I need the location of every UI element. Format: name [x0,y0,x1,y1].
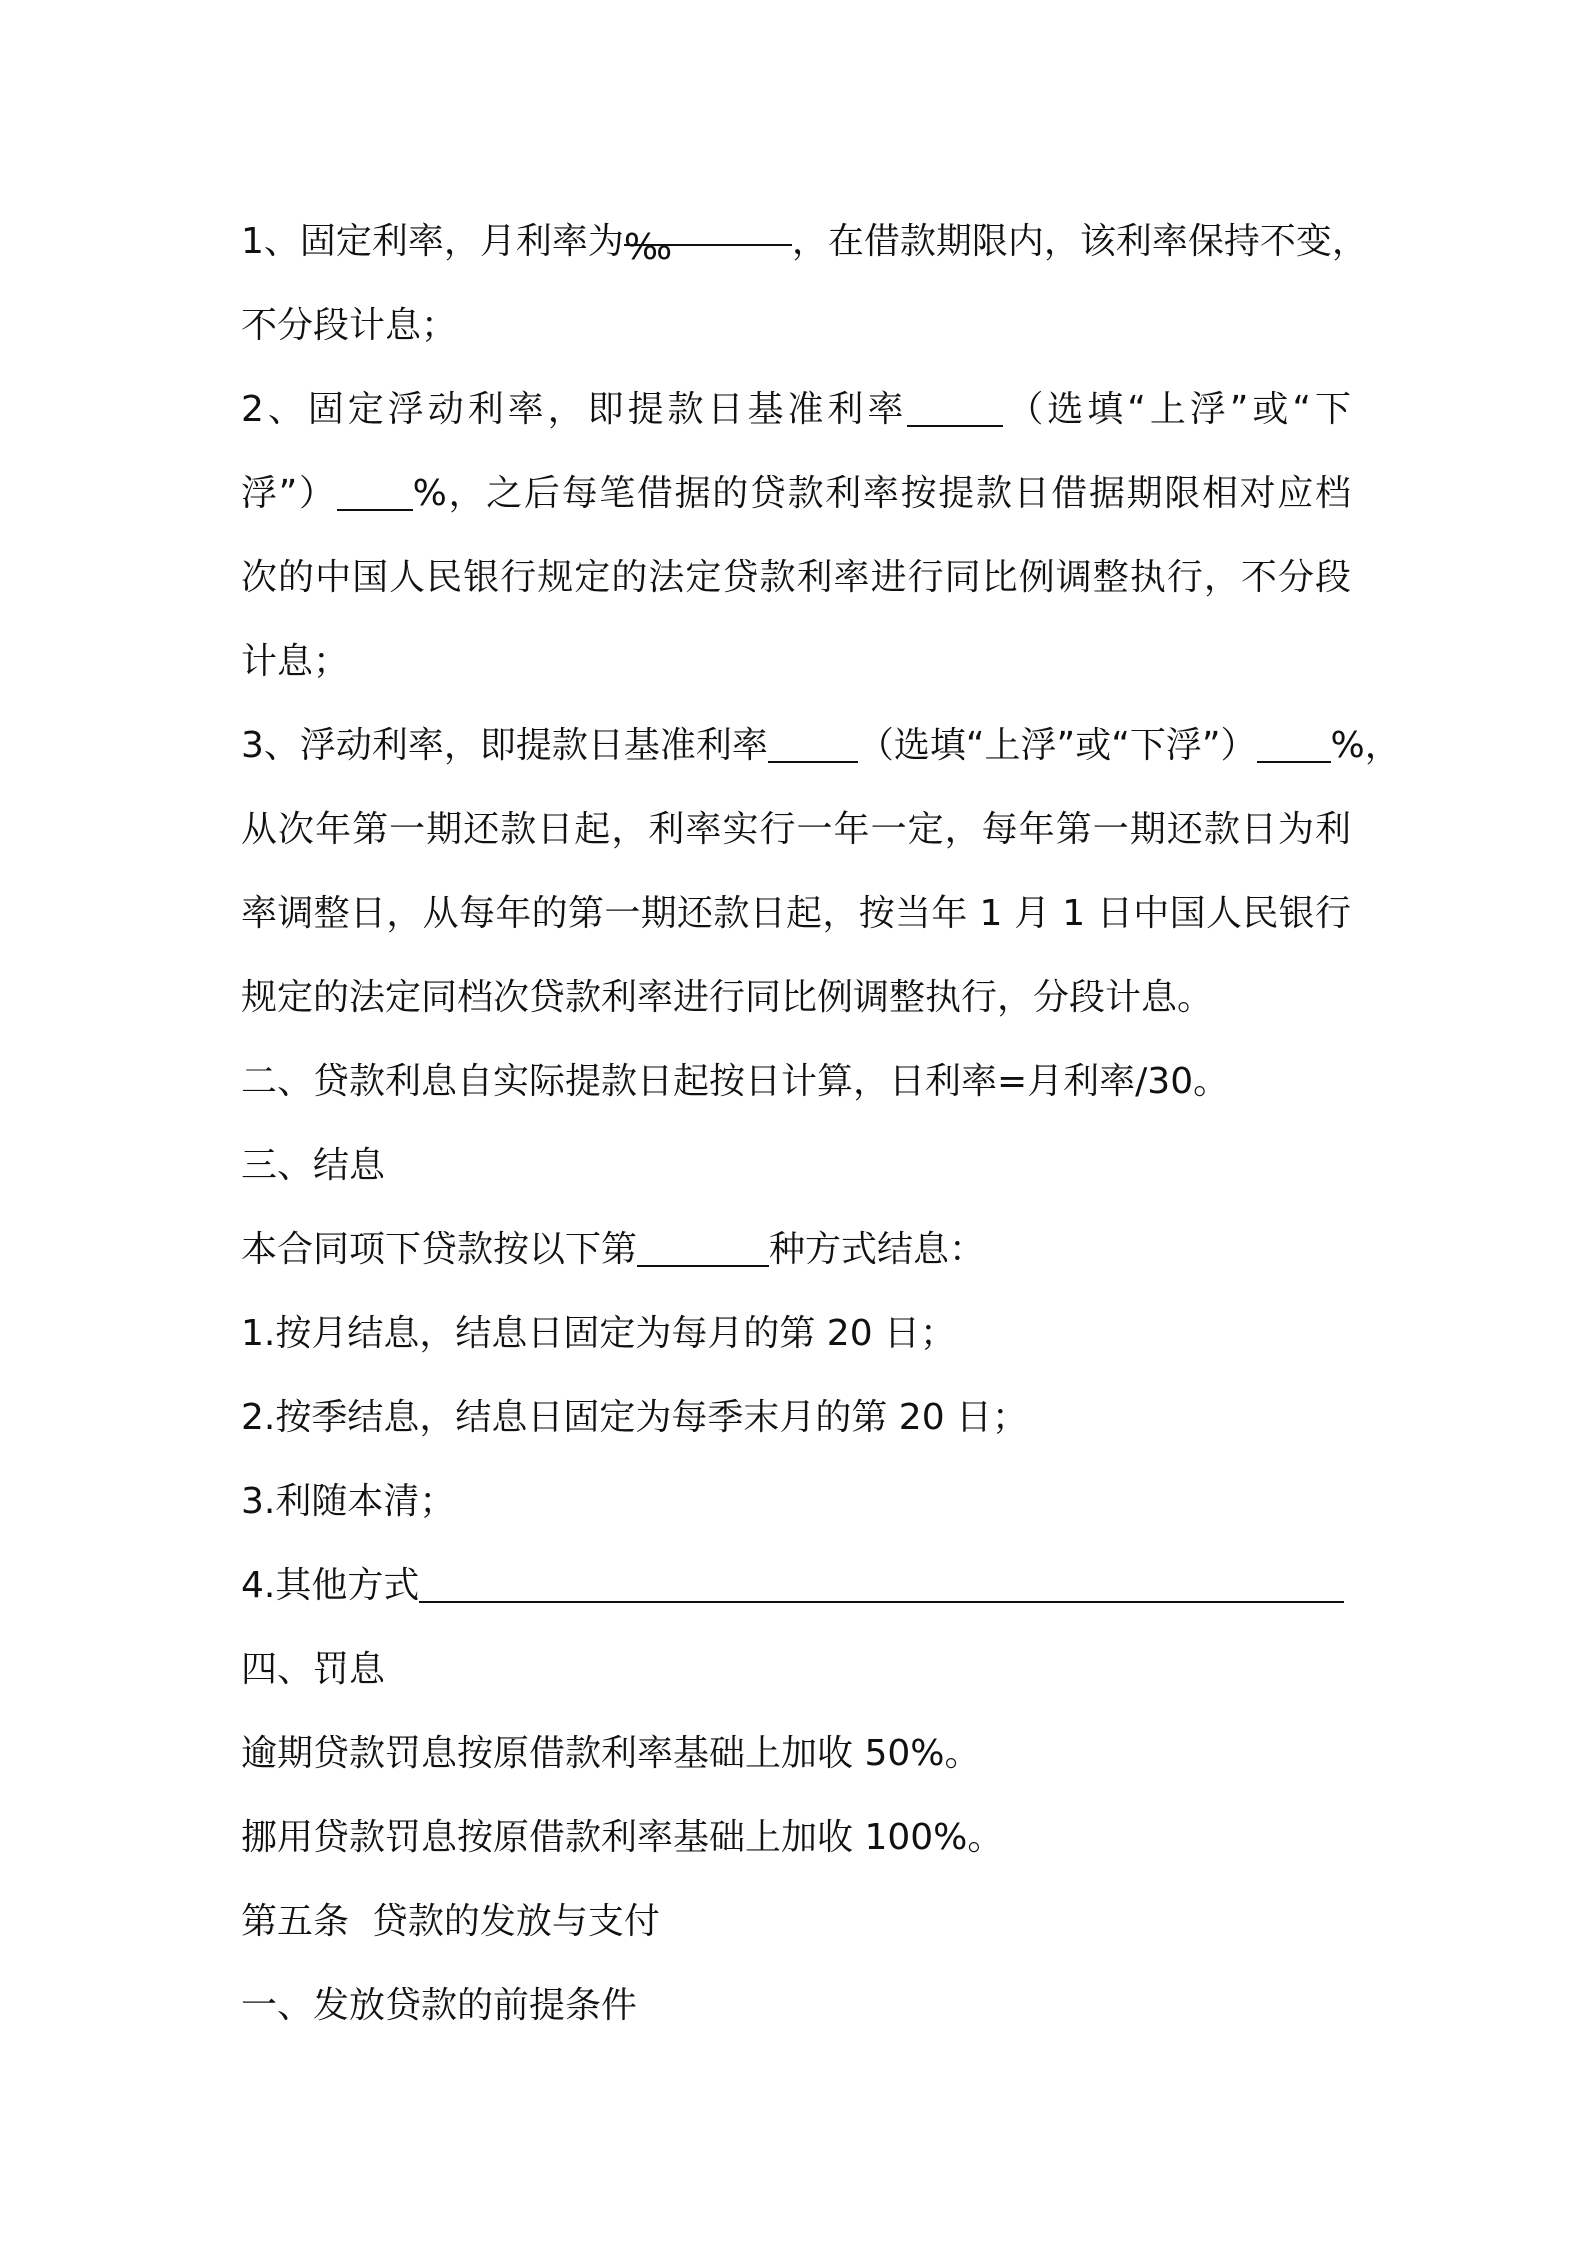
settlement-intro-text: 本合同项下贷款按以下第 [241,1229,638,1270]
section-3-title: 三、结息 [241,1145,386,1186]
per-mille-sign: ‰ [623,227,673,268]
document-page [241,200,1401,2048]
other-method-label: 4.其他方式 [241,1565,420,1606]
float-direction-blank[interactable] [907,387,1003,427]
monthly-rate-blank[interactable] [623,206,792,268]
fixed-rate-text: 1、固定利率，月利率为 [241,221,624,262]
fixed-float-rate-text-2: %，之后每笔借据的贷款利率按提款日借据期限相对应档 [412,473,1351,514]
fixed-rate-text-cont: ，在借款期限内，该利率保持不变， [791,221,1368,262]
settlement-option-with-principal: 3.利随本清； [241,1481,456,1522]
penalty-overdue: 逾期贷款罚息按原借款利率基础上加收 50%。 [241,1733,981,1774]
fixed-float-close-quote: 浮”） [241,473,337,514]
floating-percent-sign: %， [1330,725,1401,766]
section-3-intro [241,1208,1351,1292]
paragraph-3-line-3: 率调整日，从每年的第一期还款日起，按当年 1 月 1 日中国人民银行 [241,893,1351,934]
paragraph-3-line-2: 从次年第一期还款日起，利率实行一年一定，每年第一期还款日为利 [241,809,1351,850]
fixed-float-rate-text-cont: （选填“上浮”或“下 [1003,389,1352,430]
floating-rate-text: 3、浮动利率，即提款日基准利率 [241,725,768,766]
floating-rate-choice-text: （选填“上浮”或“下浮”） [857,725,1257,766]
paragraph-2-line-2 [241,452,1351,536]
settlement-option-monthly: 1.按月结息，结息日固定为每月的第 20 日； [241,1313,957,1354]
settlement-option-quarterly: 2.按季结息，结息日固定为每季末月的第 20 日； [241,1397,1029,1438]
paragraph-2-line-3: 次的中国人民银行规定的法定贷款利率进行同比例调整执行，不分段 [241,557,1351,598]
float-percent-blank[interactable] [337,471,413,511]
paragraph-2-line-4: 计息； [241,641,350,682]
settlement-option-other [241,1544,1351,1628]
fixed-float-rate-text: 2、固定浮动利率，即提款日基准利率 [241,389,908,430]
floating-direction-blank[interactable] [768,723,858,763]
article-5-title: 第五条 贷款的发放与支付 [241,1901,660,1942]
article-5-subsection-1: 一、发放贷款的前提条件 [241,1985,638,2026]
settlement-method-blank[interactable] [637,1227,769,1267]
section-4-title: 四、罚息 [241,1649,386,1690]
section-2-interest-calculation: 二、贷款利息自实际提款日起按日计算，日利率=月利率/30。 [241,1061,1230,1102]
penalty-misuse: 挪用贷款罚息按原借款利率基础上加收 100%。 [241,1817,1004,1858]
paragraph-1-line-2: 不分段计息； [241,305,458,346]
paragraph-3-line-1 [241,704,1401,788]
floating-percent-blank[interactable] [1257,723,1331,763]
paragraph-1-line-1 [241,200,1368,284]
paragraph-3-line-4: 规定的法定同档次贷款利率进行同比例调整执行，分段计息。 [241,977,1214,1018]
other-method-blank[interactable] [419,1563,1344,1603]
paragraph-2-line-1 [241,368,1351,452]
settlement-intro-text-cont: 种方式结息： [769,1229,986,1270]
